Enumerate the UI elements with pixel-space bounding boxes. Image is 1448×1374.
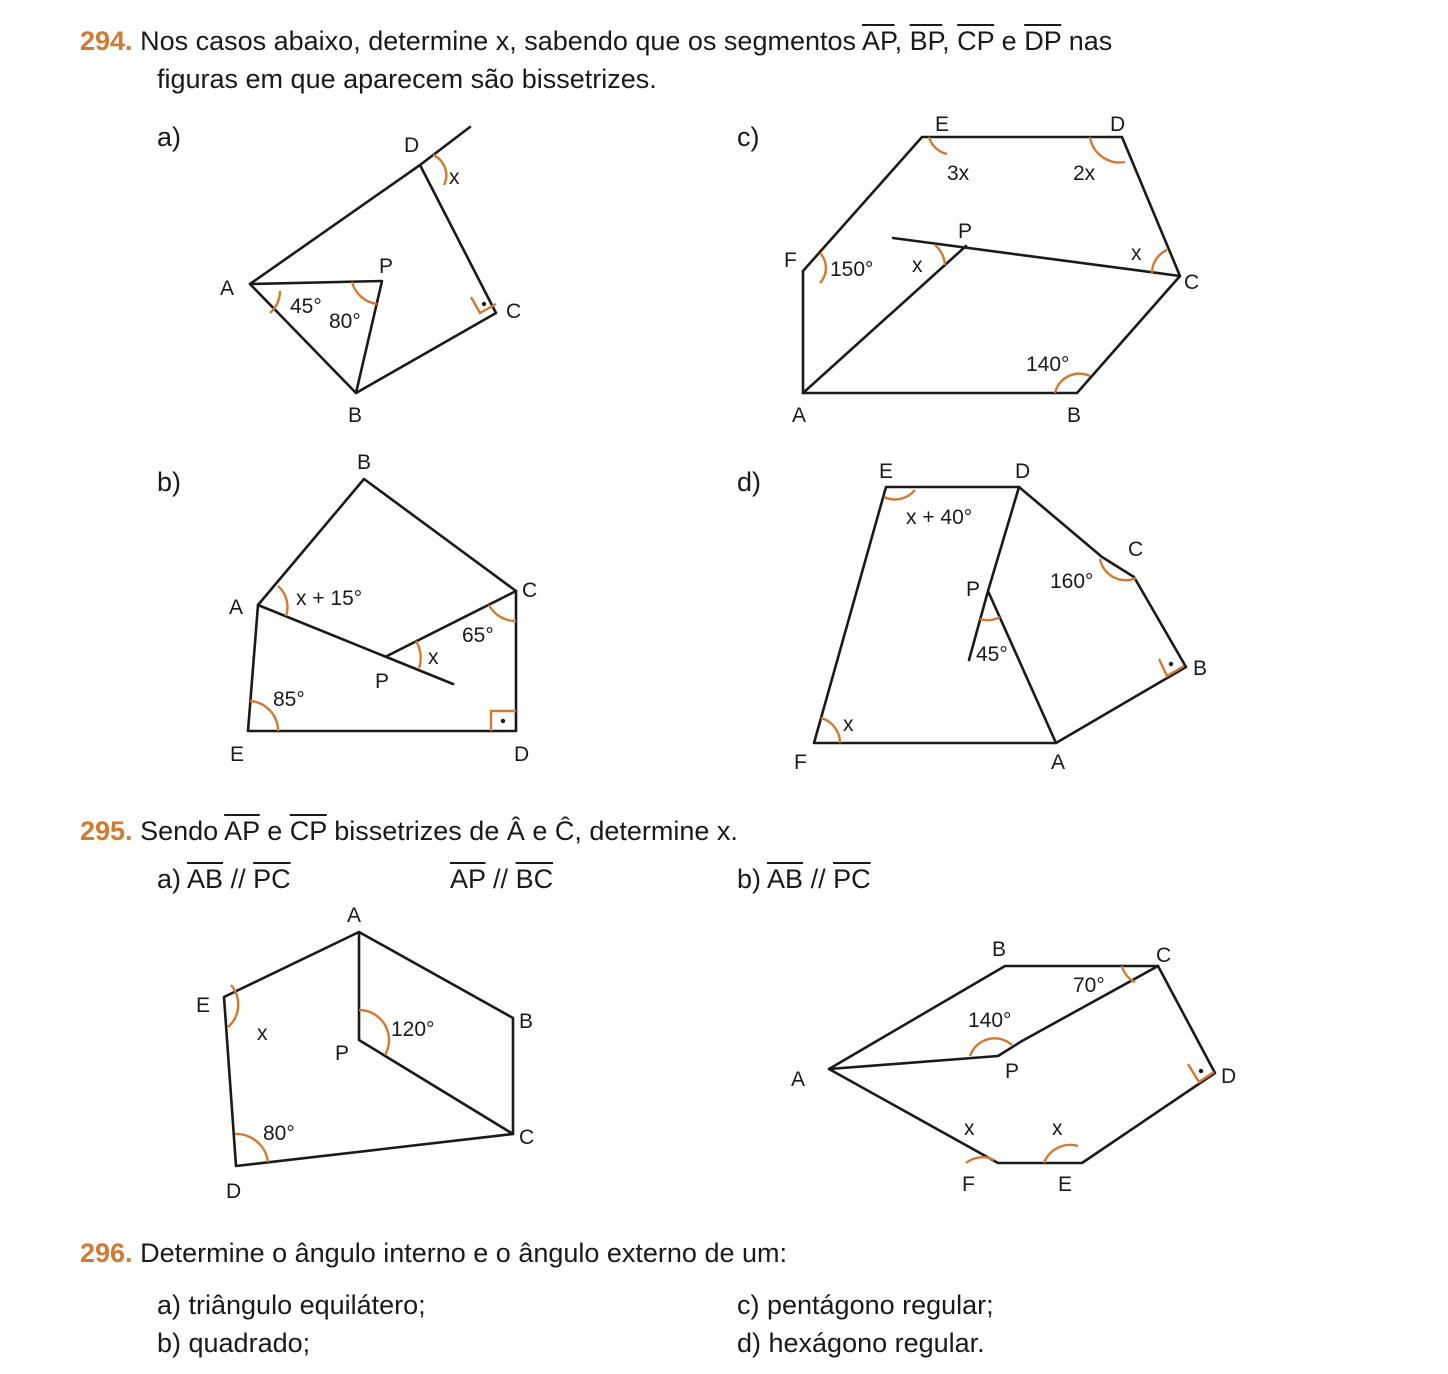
angle-arc-e	[1044, 1145, 1078, 1163]
angle-b-value: 140°	[1026, 353, 1070, 376]
segment-cp: $\overline{CP}$	[957, 26, 995, 56]
label-c: C	[1184, 271, 1200, 294]
q295-b-label: b)	[737, 864, 762, 894]
label-c: C	[1156, 944, 1172, 967]
sep: ,	[942, 26, 958, 56]
q296-item-b: b) quadrado;	[157, 1328, 311, 1358]
angle-e-value: x	[1052, 1117, 1063, 1140]
fig-b-label: b)	[157, 467, 182, 497]
q295-number: 295.	[80, 816, 133, 846]
sep: e	[994, 26, 1025, 56]
angle-p-value: x	[912, 254, 923, 277]
q296-number: 296.	[80, 1238, 133, 1268]
label-a: A	[220, 277, 235, 300]
label-c: C	[506, 300, 522, 323]
angle-p-value: 45°	[976, 643, 1008, 666]
segment-pc: $\overline{PC}$	[253, 864, 291, 894]
segment-bp: $\overline{BP}$	[909, 26, 943, 56]
label-c: C	[522, 579, 538, 602]
q296-text: Determine o ângulo interno e o ângulo externo de um:	[140, 1238, 787, 1268]
label-f: F	[962, 1173, 975, 1196]
angle-e-value: 85°	[273, 688, 305, 711]
angle-arc-p	[980, 617, 1000, 620]
angle-arc-a	[278, 586, 287, 616]
q296-item-c: c) pentágono regular;	[737, 1290, 994, 1320]
angle-arc-f	[821, 718, 840, 743]
q294-text-a: Nos casos abaixo, determine x, sabendo que os segmentos	[140, 26, 863, 56]
figure-294c	[784, 113, 1199, 427]
bisector-ap	[803, 246, 966, 393]
q294-text-b: nas	[1061, 26, 1113, 56]
q294-number: 294.	[80, 26, 133, 56]
label-c: C	[519, 1126, 535, 1149]
label-d: D	[1015, 460, 1031, 483]
label-b: B	[348, 404, 363, 427]
bisectors-dp-ap	[988, 487, 1056, 743]
angle-c-value: 160°	[1050, 570, 1094, 593]
segment-ab: $\overline{AB}$	[187, 864, 224, 894]
angle-f-value: x	[843, 713, 854, 736]
segment-cp: $\overline{CP}$	[289, 816, 327, 846]
angle-arc-c	[489, 605, 516, 621]
label-f: F	[794, 751, 807, 774]
label-d: D	[1221, 1065, 1237, 1088]
angle-arc-f	[820, 253, 826, 283]
angle-d-value: 80°	[263, 1122, 295, 1145]
parallel-symbol: //	[810, 864, 826, 894]
segment-ap: $\overline{AP}$	[862, 26, 895, 56]
label-a: A	[347, 904, 362, 927]
figure-295a	[196, 904, 534, 1203]
fig-c-label: c)	[737, 122, 760, 152]
label-e: E	[879, 460, 894, 483]
angle-d-value: x	[449, 166, 460, 189]
angle-a-value: 45°	[290, 295, 322, 318]
q296-item-d: d) hexágono regular.	[737, 1328, 985, 1358]
q295-a-label: a)	[157, 864, 182, 894]
angle-p-value: 80°	[329, 310, 361, 333]
label-b: B	[519, 1010, 534, 1033]
angle-e-value: x	[257, 1022, 268, 1045]
angle-arc-e	[884, 490, 915, 499]
figure-294d	[794, 460, 1207, 774]
label-b: B	[1193, 657, 1208, 680]
segment-ap: $\overline{AP}$	[224, 816, 260, 846]
segment-pc: $\overline{PC}$	[833, 864, 871, 894]
angle-arc-d	[1090, 137, 1125, 162]
right-angle-b	[1159, 659, 1184, 676]
label-b: B	[992, 938, 1007, 961]
angle-arc-d	[433, 155, 446, 185]
bisector-ap	[258, 605, 453, 684]
angle-arc-c	[1122, 966, 1135, 982]
label-d: D	[226, 1180, 242, 1203]
right-angle-dot	[482, 302, 486, 306]
label-a: A	[791, 1068, 806, 1091]
figure-294a	[220, 127, 521, 427]
angle-d-value: 2x	[1073, 162, 1096, 185]
parallel-symbol: //	[230, 864, 246, 894]
label-c: C	[1128, 538, 1144, 561]
segment-bc: $\overline{BC}$	[515, 864, 554, 894]
angle-arc-p	[970, 1038, 1012, 1056]
angle-a-value: x + 15°	[296, 587, 363, 610]
angle-p-value: 140°	[968, 1009, 1012, 1032]
label-e: E	[196, 994, 211, 1017]
angle-e-value: 3x	[947, 162, 970, 185]
angle-p-value: 120°	[391, 1018, 435, 1041]
label-a: A	[229, 596, 244, 619]
label-p: P	[335, 1042, 350, 1065]
label-e: E	[935, 113, 950, 136]
label-d: D	[1110, 113, 1126, 136]
fig-d-label: d)	[737, 467, 762, 497]
q295-text-b: bissetrizes de Â e Ĉ, determine x.	[326, 816, 738, 846]
label-a: A	[1051, 751, 1066, 774]
fig-a-label: a)	[157, 122, 182, 152]
label-b: B	[357, 451, 372, 474]
angle-c-value: 70°	[1073, 974, 1105, 997]
figure-295b	[791, 938, 1236, 1196]
label-f: F	[784, 249, 797, 272]
angle-arc-e	[929, 137, 947, 154]
angle-arc-p	[935, 245, 945, 265]
label-p: P	[379, 255, 394, 278]
right-angle-dot	[1199, 1069, 1203, 1073]
angle-e-value: x + 40°	[906, 506, 973, 529]
bisectors-ap-cp	[359, 932, 513, 1134]
label-p: P	[375, 670, 390, 693]
angle-arc-c	[1152, 250, 1167, 273]
q294-line2: figuras em que aparecem são bissetrizes.	[157, 64, 657, 94]
label-e: E	[230, 743, 245, 766]
q296-item-a: a) triângulo equilátero;	[157, 1290, 426, 1320]
angle-p-value: x	[428, 646, 439, 669]
angle-arc-p	[416, 641, 421, 668]
angle-c-value: 65°	[462, 624, 494, 647]
q295-text-a: Sendo	[140, 816, 225, 846]
label-p: P	[958, 220, 973, 243]
angle-arc-c	[1100, 559, 1136, 580]
figure-294b	[229, 451, 537, 766]
sep: ,	[894, 26, 910, 56]
right-angle-dot	[1169, 662, 1173, 666]
angle-c-value: x	[1131, 242, 1142, 265]
label-b: B	[1067, 404, 1082, 427]
segment-dp: $\overline{DP}$	[1024, 26, 1062, 56]
label-a: A	[792, 404, 807, 427]
angle-arc-f	[966, 1157, 994, 1163]
parallel-symbol: //	[493, 864, 509, 894]
label-d: D	[404, 134, 420, 157]
label-p: P	[966, 578, 981, 601]
label-e: E	[1058, 1173, 1073, 1196]
bisector-cp	[387, 591, 516, 656]
segment-ap: $\overline{AP}$	[450, 864, 486, 894]
segment-ab: $\overline{AB}$	[767, 864, 804, 894]
angle-arc-p	[352, 282, 377, 304]
label-p: P	[1005, 1060, 1020, 1083]
sep: e	[259, 816, 290, 846]
angle-f-value: x	[964, 1117, 975, 1140]
right-angle-dot	[501, 719, 505, 723]
label-d: D	[514, 743, 530, 766]
angle-f-value: 150°	[830, 258, 874, 281]
